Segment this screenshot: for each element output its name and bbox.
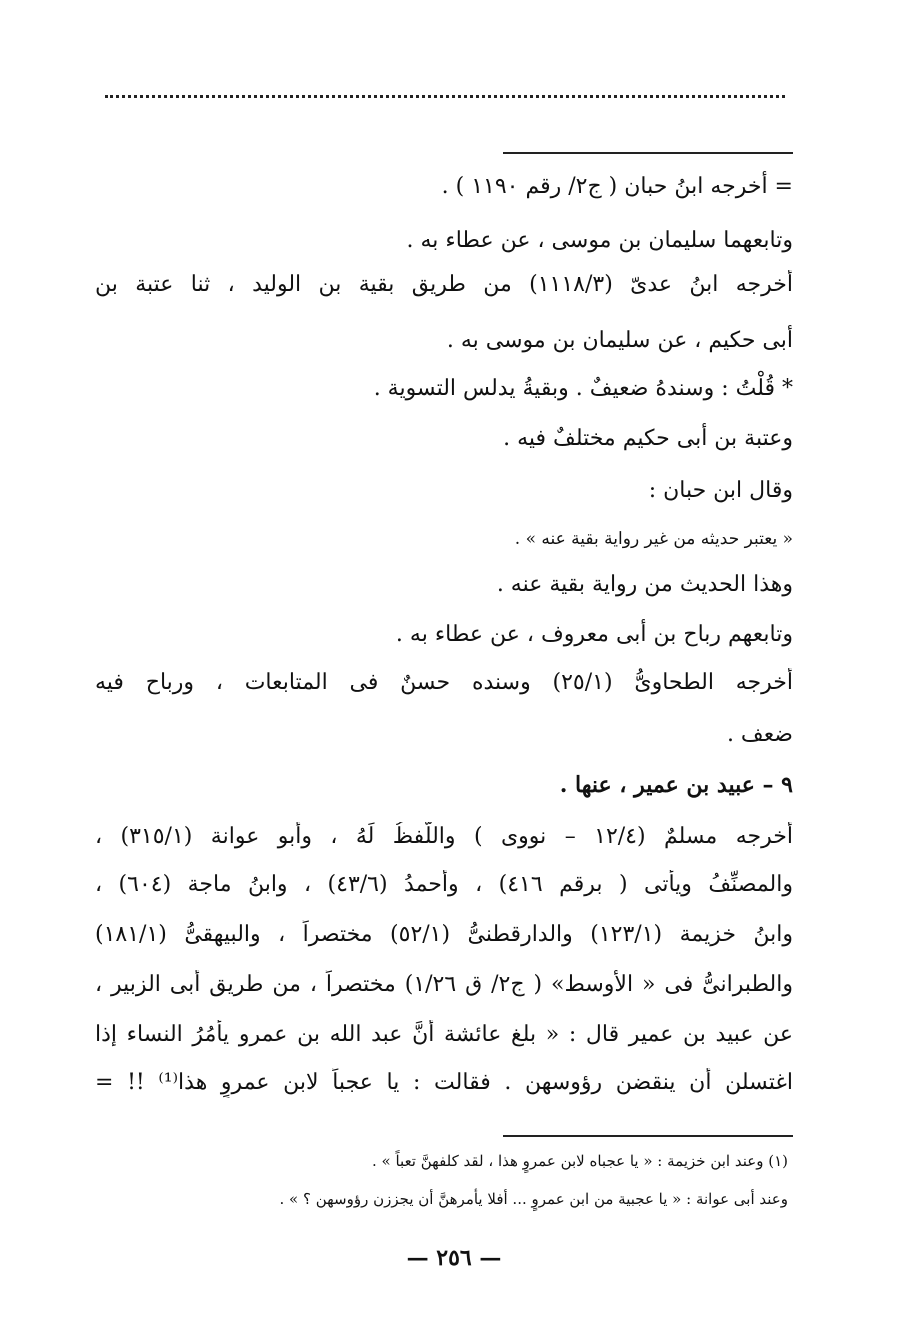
text-line-15: والمصنِّفُ ويأتى ( برقم ٤١٦) ، وأحمدُ (٤٣/٦) ، وابنُ ماجة (٦٠٤) ، bbox=[95, 872, 793, 897]
continuation-rule bbox=[503, 152, 793, 154]
page-number: — ٢٥٦ — bbox=[406, 1245, 502, 1271]
text-line-3: أخرجه ابنُ عدىّ (١١١٨/٣) من طريق بقية بن الوليد ، ثنا عتبة بن bbox=[95, 272, 793, 297]
text-line-16: وابنُ خزيمة (١٢٣/١) والدارقطنىُّ (٥٢/١) مختصراً ، والبيهقىُّ (١٨١/١) bbox=[95, 922, 793, 947]
header-dotted-rule bbox=[105, 95, 785, 98]
text-line-11: أخرجه الطحاوىُّ (٢٥/١) وسنده حسنٌ فى المتابعات ، ورباح فيه bbox=[95, 670, 793, 695]
text-line-18: عن عبيد بن عمير قال : « بلغ عائشة أنَّ عبد الله بن عمرو يأمُرُ النساء إذا bbox=[95, 1022, 793, 1047]
text-line-17: والطبرانىُّ فى « الأوسط» ( ج٢/ ق ١/٢٦) مختصراً ، من طريق أبى الزبير ، bbox=[95, 972, 793, 997]
footnote-2: وعند أبى عوانة : « يا عجبية من ابن عمروٍ ... أفلا يأمرهنَّ أن يجززن رؤوسهن ؟ » . bbox=[279, 1190, 788, 1208]
text-line-19: اغتسلن أن ينقضن رؤوسهن . فقالت : يا عجباً لابن عمروٍ هذا⁽¹⁾ !! = bbox=[95, 1070, 793, 1095]
text-line-4: أبى حكيم ، عن سليمان بن موسى به . bbox=[446, 328, 793, 353]
text-line-9: وهذا الحديث من رواية بقية عنه . bbox=[496, 572, 793, 597]
text-line-12: ضعف . bbox=[726, 722, 793, 747]
text-line-2: وتابعهما سليمان بن موسى ، عن عطاء به . bbox=[406, 228, 793, 253]
footnote-1: (١) وعند ابن خزيمة : « يا عجباه لابن عمروٍ هذا ، لقد كلفهنَّ تعباً » . bbox=[371, 1152, 788, 1170]
section-heading: ٩ – عبيد بن عمير ، عنها . bbox=[559, 772, 793, 798]
text-line-14: أخرجه مسلمٌ (١٢/٤ – نووى ) واللَّفظُ لَهُ ، وأبو عوانة (٣١٥/١) ، bbox=[95, 824, 793, 849]
text-line-6: وعتبة بن أبى حكيم مختلفٌ فيه . bbox=[503, 426, 793, 451]
text-line-1: = أخرجه ابنُ حبان ( ج٢/ رقم ١١٩٠ ) . bbox=[441, 174, 793, 199]
footnote-rule bbox=[503, 1135, 793, 1137]
text-line-5: * قُلْتُ : وسندهُ ضعيفٌ . وبقيةُ يدلس التسوية . bbox=[373, 376, 793, 401]
text-line-8-quote: « يعتبر حديثه من غير رواية بقية عنه » . bbox=[514, 529, 793, 549]
text-line-7: وقال ابن حبان : bbox=[648, 478, 793, 503]
text-line-10: وتابعهم رباح بن أبى معروف ، عن عطاء به . bbox=[395, 622, 793, 647]
